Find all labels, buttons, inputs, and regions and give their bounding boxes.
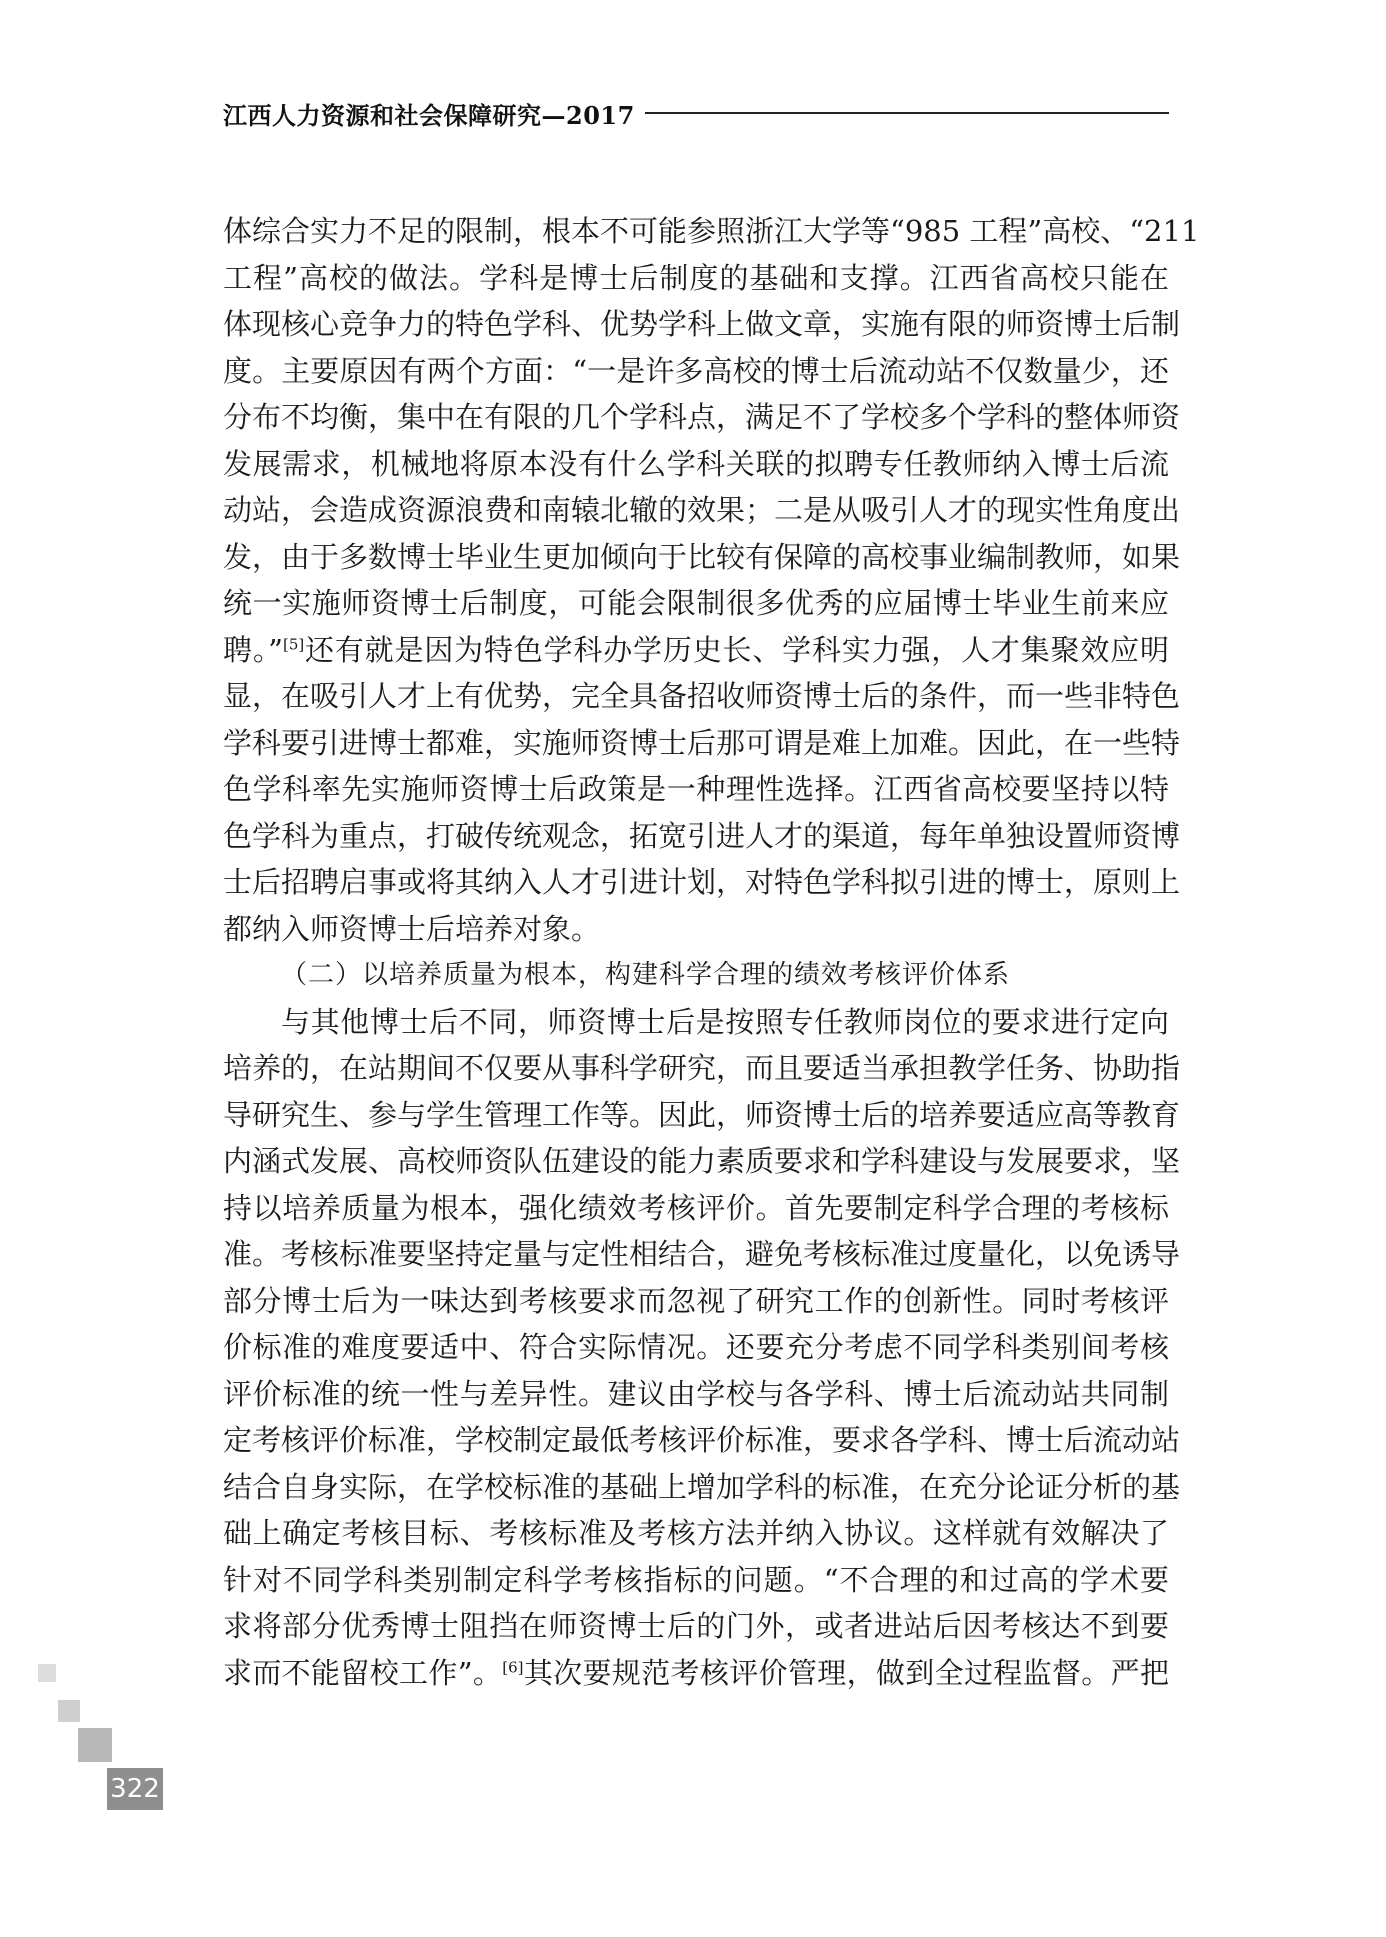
- text-line: 分布不均衡，集中在有限的几个学科点，满足不了学校多个学科的整体师资: [223, 400, 1181, 434]
- text-line: 色学科率先实施师资博士后政策是一种理性选择。江西省高校要坚持以特: [223, 772, 1169, 806]
- text-line: 准。考核标准要坚持定量与定性相结合，避免考核标准过度量化，以免诱导: [223, 1237, 1181, 1271]
- text-line-with-citation: [223, 627, 1169, 674]
- text-line: 动站，会造成资源浪费和南辕北辙的效果；二是从吸引人才的现实性角度出: [223, 493, 1181, 527]
- text-line: 内涵式发展、高校师资队伍建设的能力素质要求和学科建设与发展要求，坚: [223, 1144, 1181, 1178]
- text-segment: 求而不能留校工作”。: [223, 1655, 503, 1690]
- text-line: 求将部分优秀博士阻挡在师资博士后的门外，或者进站后因考核达不到要: [223, 1609, 1169, 1643]
- text-line: 定考核评价标准，学校制定最低考核评价标准，要求各学科、博士后流动站: [223, 1423, 1181, 1457]
- text-line: 价标准的难度要适中、符合实际情况。还要充分考虑不同学科类别间考核: [223, 1330, 1169, 1364]
- text-line: 色学科为重点，打破传统观念，拓宽引进人才的渠道，每年单独设置师资博: [223, 818, 1181, 853]
- text-line: 发，由于多数博士毕业生更加倾向于比较有保障的高校事业编制教师，如果: [223, 539, 1181, 574]
- text-segment: 其次要规范考核评价管理，做到全过程监督。严把: [523, 1655, 1169, 1690]
- text-line-with-citation: [223, 1650, 1169, 1697]
- decorative-square: [38, 1664, 56, 1682]
- text-line: 体综合实力不足的限制，根本不可能参照浙江大学等“985 工程”高校、“211: [223, 214, 1200, 248]
- text-line: 础上确定考核目标、考核标准及考核方法并纳入协议。这样就有效解决了: [223, 1516, 1169, 1550]
- citation-ref-5: [5]: [282, 634, 305, 653]
- section-heading: （二）以培养质量为根本，构建科学合理的绩效考核评价体系: [281, 960, 1011, 990]
- header-rule: [645, 112, 1169, 114]
- text-line: 发展需求，机械地将原本没有什么学科关联的拟聘专任教师纳入博士后流: [223, 446, 1169, 481]
- text-line: 统一实施师资博士后制度，可能会限制很多优秀的应届博士毕业生前来应: [223, 586, 1169, 620]
- citation-ref-6: [6]: [502, 1657, 524, 1676]
- text-line: 体现核心竞争力的特色学科、优势学科上做文章，实施有限的师资博士后制: [223, 307, 1181, 341]
- text-line: 度。主要原因有两个方面：“一是许多高校的博士后流动站不仅数量少，还: [223, 353, 1169, 388]
- text-line: 学科要引进博士都难，实施师资博士后那可谓是难上加难。因此，在一些特: [223, 725, 1181, 760]
- text-line: 导研究生、参与学生管理工作等。因此，师资博士后的培养要适应高等教育: [223, 1097, 1181, 1132]
- text-line: 工程”高校的做法。学科是博士后制度的基础和支撑。江西省高校只能在: [223, 260, 1169, 295]
- text-segment: 还有就是因为特色学科办学历史长、学科实力强，人才集聚效应明: [304, 632, 1169, 667]
- text-line: 士后招聘启事或将其纳入人才引进计划，对特色学科拟引进的博士，原则上: [223, 865, 1181, 899]
- journal-title: 江西人力资源和社会保障研究—2017: [223, 100, 635, 130]
- page-number: 322: [107, 1768, 163, 1810]
- text-line: 评价标准的统一性与差异性。建议由学校与各学科、博士后流动站共同制: [223, 1376, 1169, 1411]
- text-line: 结合自身实际，在学校标准的基础上增加学科的标准，在充分论证分析的基: [223, 1469, 1181, 1504]
- decorative-square: [58, 1700, 80, 1722]
- text-line: 显，在吸引人才上有优势，完全具备招收师资博士后的条件，而一些非特色: [223, 679, 1181, 713]
- text-line: 培养的，在站期间不仅要从事科学研究，而且要适当承担教学任务、协助指: [223, 1051, 1181, 1085]
- body-text: [223, 208, 1200, 1696]
- text-line: 都纳入师资博士后培养对象。: [223, 911, 601, 946]
- text-line: 针对不同学科类别制定科学考核指标的问题。“不合理的和过高的学术要: [223, 1562, 1169, 1597]
- text-line: 部分博士后为一味达到考核要求而忽视了研究工作的创新性。同时考核评: [223, 1283, 1169, 1318]
- running-header: [223, 96, 1169, 130]
- text-segment: 聘。”: [223, 632, 283, 667]
- paragraph-first-line: 与其他博士后不同，师资博士后是按照专任教师岗位的要求进行定向: [281, 1004, 1169, 1039]
- decorative-square: [78, 1728, 112, 1762]
- text-line: 持以培养质量为根本，强化绩效考核评价。首先要制定科学合理的考核标: [223, 1190, 1169, 1225]
